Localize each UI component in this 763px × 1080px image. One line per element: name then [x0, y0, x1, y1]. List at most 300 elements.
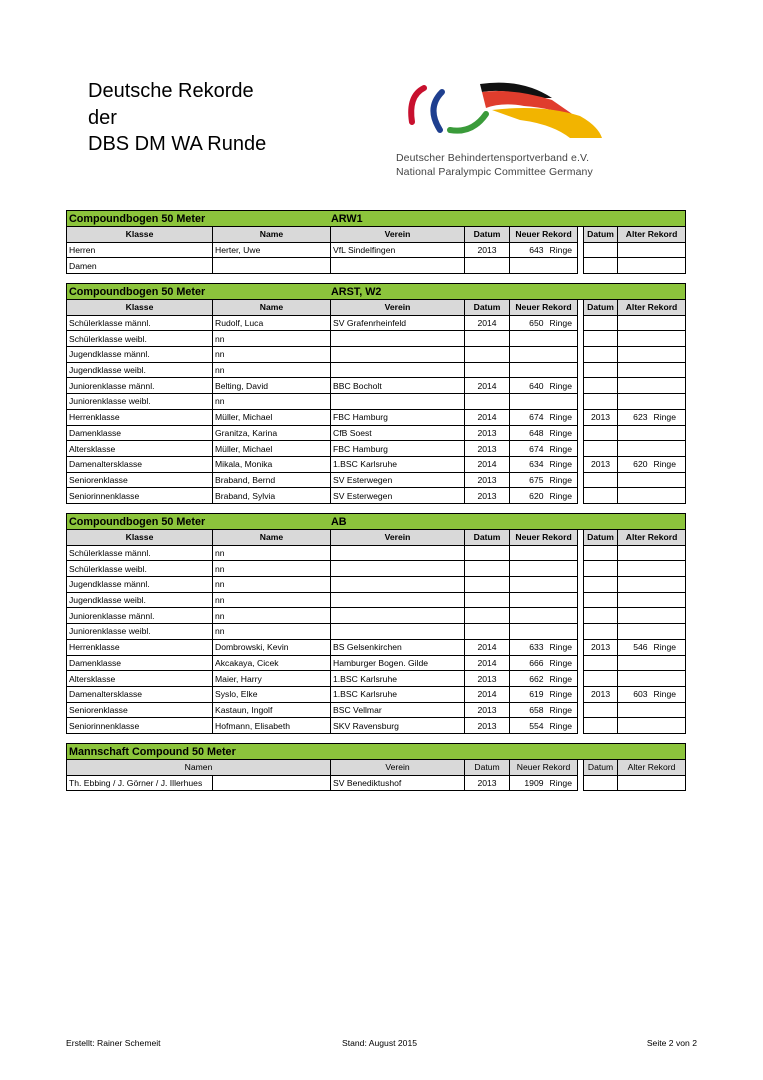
cell-datum: 2014 [465, 378, 510, 394]
cell-alt-datum: 2013 [584, 409, 618, 425]
cell-alter-rekord [618, 608, 652, 624]
cell-klasse: Schülerklasse männl. [67, 315, 213, 331]
cell-unit: Ringe [548, 425, 578, 441]
cell-datum: 2013 [465, 242, 510, 258]
cell-alt-datum [584, 488, 618, 504]
cell-unit [652, 655, 686, 671]
cell-alt-datum [584, 545, 618, 561]
cell-name: nn [213, 624, 331, 640]
cell-alter-rekord [618, 331, 652, 347]
cell-klasse: Seniorinnenklasse [67, 488, 213, 504]
cell-verein: SV Esterwegen [331, 472, 465, 488]
cell-klasse: Seniorenklasse [67, 472, 213, 488]
cell-unit [652, 315, 686, 331]
cell-verein: SV Benediktushof [331, 775, 465, 791]
cell-alter-rekord [618, 488, 652, 504]
cell-name: Rudolf, Luca [213, 315, 331, 331]
table-row [67, 488, 686, 504]
col-verein: Verein [331, 300, 465, 316]
team-records-table [66, 743, 686, 791]
paralympic-agitos-logo-icon [402, 78, 608, 144]
footer-author: Erstellt: Rainer Schemeit [66, 1038, 161, 1048]
cell-alter-rekord [618, 624, 652, 640]
col-neuer-rekord: Neuer Rekord [510, 300, 578, 316]
col-alt-datum: Datum [584, 227, 618, 243]
cell-verein [331, 258, 465, 274]
cell-datum [465, 347, 510, 363]
cell-unit [652, 488, 686, 504]
cell-klasse: Altersklasse [67, 441, 213, 457]
table-row [67, 456, 686, 472]
cell-alter-rekord: 623 [618, 409, 652, 425]
cell-datum: 2014 [465, 409, 510, 425]
cell-klasse: Seniorinnenklasse [67, 718, 213, 734]
col-datum: Datum [465, 227, 510, 243]
cell-alt-datum [584, 718, 618, 734]
col-alter-rekord: Alter Rekord [618, 760, 686, 776]
cell-datum [465, 561, 510, 577]
cell-alter-rekord [618, 545, 652, 561]
records-table [66, 513, 686, 734]
cell-datum [465, 362, 510, 378]
cell-neuer-rekord [510, 331, 548, 347]
cell-name: Kastaun, Ingolf [213, 702, 331, 718]
cell-unit [652, 362, 686, 378]
cell-alt-datum [584, 671, 618, 687]
cell-klasse: Damenaltersklasse [67, 456, 213, 472]
col-name: Name [213, 300, 331, 316]
cell-datum [465, 258, 510, 274]
cell-unit: Ringe [548, 671, 578, 687]
col-name: Name [213, 530, 331, 546]
cell-neuer-rekord: 620 [510, 488, 548, 504]
table-row [67, 472, 686, 488]
cell-unit [652, 394, 686, 410]
records-section-team [66, 743, 685, 791]
cell-verein [331, 608, 465, 624]
cell-klasse: Damenaltersklasse [67, 686, 213, 702]
section-header [67, 284, 686, 300]
cell-datum: 2013 [465, 488, 510, 504]
col-alt-datum: Datum [584, 760, 618, 776]
cell-datum [465, 331, 510, 347]
cell-alter-rekord [618, 472, 652, 488]
cell-unit: Ringe [548, 315, 578, 331]
footer-date: Stand: August 2015 [342, 1038, 418, 1048]
cell-name: Belting, David [213, 378, 331, 394]
column-header-row [67, 530, 686, 546]
cell-alter-rekord [618, 315, 652, 331]
cell-neuer-rekord: 662 [510, 671, 548, 687]
cell-alter-rekord [618, 378, 652, 394]
cell-unit: Ringe [548, 775, 578, 791]
cell-unit [548, 592, 578, 608]
column-header-row [67, 227, 686, 243]
cell-unit: Ringe [548, 488, 578, 504]
cell-neuer-rekord [510, 258, 548, 274]
cell-klasse: Damenklasse [67, 655, 213, 671]
cell-alt-datum [584, 242, 618, 258]
cell-klasse: Jugendklasse männl. [67, 577, 213, 593]
cell-unit [548, 545, 578, 561]
cell-neuer-rekord: 674 [510, 441, 548, 457]
cell-verein: VfL Sindelfingen [331, 242, 465, 258]
column-header-row [67, 760, 686, 776]
cell-unit: Ringe [652, 409, 686, 425]
cell-klasse: Juniorenklasse weibl. [67, 624, 213, 640]
cell-klasse: Jugendklasse männl. [67, 347, 213, 363]
col-verein: Verein [331, 227, 465, 243]
cell-unit: Ringe [652, 686, 686, 702]
cell-datum [465, 577, 510, 593]
cell-unit [548, 608, 578, 624]
cell-datum: 2013 [465, 441, 510, 457]
cell-neuer-rekord: 674 [510, 409, 548, 425]
cell-verein [331, 624, 465, 640]
cell-alt-datum [584, 592, 618, 608]
table-row [67, 331, 686, 347]
title-line-2: der [88, 106, 117, 129]
cell-unit [652, 702, 686, 718]
cell-alt-datum [584, 394, 618, 410]
cell-alter-rekord [618, 425, 652, 441]
table-row [67, 441, 686, 457]
cell-klasse: Jugendklasse weibl. [67, 592, 213, 608]
cell-verein: BBC Bocholt [331, 378, 465, 394]
cell-verein [331, 347, 465, 363]
cell-verein [331, 331, 465, 347]
table-row [67, 409, 686, 425]
cell-unit [548, 347, 578, 363]
cell-unit [652, 718, 686, 734]
cell-alter-rekord [618, 362, 652, 378]
cell-alt-datum: 2013 [584, 456, 618, 472]
cell-name: Akcakaya, Cicek [213, 655, 331, 671]
section-title: Compoundbogen 50 Meter [69, 212, 206, 225]
cell-unit [652, 425, 686, 441]
cell-alt-datum [584, 472, 618, 488]
cell-unit: Ringe [548, 472, 578, 488]
cell-name: Maier, Harry [213, 671, 331, 687]
cell-alter-rekord [618, 592, 652, 608]
col-alter-rekord: Alter Rekord [618, 530, 686, 546]
col-datum: Datum [465, 300, 510, 316]
cell-klasse: Schülerklasse weibl. [67, 331, 213, 347]
cell-neuer-rekord: 658 [510, 702, 548, 718]
col-alter-rekord: Alter Rekord [618, 300, 686, 316]
cell-datum: 2013 [465, 671, 510, 687]
dbs-logo [396, 78, 612, 180]
cell-name: Braband, Bernd [213, 472, 331, 488]
cell-verein [331, 362, 465, 378]
cell-unit: Ringe [548, 409, 578, 425]
cell-neuer-rekord [510, 394, 548, 410]
cell-verein: FBC Hamburg [331, 409, 465, 425]
cell-neuer-rekord: 640 [510, 378, 548, 394]
cell-alter-rekord [618, 671, 652, 687]
footer-page-number: Seite 2 von 2 [646, 1038, 697, 1048]
cell-name: nn [213, 592, 331, 608]
cell-datum [465, 592, 510, 608]
cell-verein: 1.BSC Karlsruhe [331, 686, 465, 702]
cell-unit: Ringe [548, 242, 578, 258]
cell-unit: Ringe [548, 718, 578, 734]
col-verein: Verein [331, 760, 465, 776]
cell-neuer-rekord [510, 608, 548, 624]
cell-alter-rekord [618, 577, 652, 593]
cell-klasse: Juniorenklasse männl. [67, 378, 213, 394]
cell-verein: SKV Ravensburg [331, 718, 465, 734]
cell-verein: Hamburger Bogen. Gilde [331, 655, 465, 671]
cell-unit [652, 378, 686, 394]
cell-neuer-rekord: 634 [510, 456, 548, 472]
cell-datum [465, 624, 510, 640]
cell-name: Herter, Uwe [213, 242, 331, 258]
cell-unit: Ringe [548, 456, 578, 472]
cell-verein [331, 394, 465, 410]
col-klasse: Klasse [67, 300, 213, 316]
cell-datum: 2013 [465, 702, 510, 718]
cell-unit [548, 577, 578, 593]
cell-neuer-rekord: 633 [510, 639, 548, 655]
table-row [67, 378, 686, 394]
cell-alter-rekord: 546 [618, 639, 652, 655]
cell-verein: 1.BSC Karlsruhe [331, 671, 465, 687]
cell-alter-rekord [618, 258, 652, 274]
cell-alt-datum [584, 775, 618, 791]
col-alter-rekord: Alter Rekord [618, 227, 686, 243]
cell-klasse: Juniorenklasse weibl. [67, 394, 213, 410]
section-title: Compoundbogen 50 Meter [69, 285, 206, 298]
cell-name: nn [213, 608, 331, 624]
cell-unit [652, 775, 686, 791]
records-table [66, 283, 686, 504]
cell-name: Mikala, Monika [213, 456, 331, 472]
cell-neuer-rekord: 554 [510, 718, 548, 734]
cell-unit [652, 472, 686, 488]
cell-verein: BSC Vellmar [331, 702, 465, 718]
cell-name: Müller, Michael [213, 441, 331, 457]
cell-verein [331, 545, 465, 561]
cell-klasse: Damenklasse [67, 425, 213, 441]
cell-alt-datum: 2013 [584, 639, 618, 655]
col-neuer-rekord: Neuer Rekord [510, 760, 578, 776]
org-name-german: Deutscher Behindertensportverband e.V. [396, 152, 590, 164]
table-row [67, 362, 686, 378]
cell-unit: Ringe [548, 639, 578, 655]
cell-alter-rekord [618, 394, 652, 410]
section-header [67, 514, 686, 530]
cell-neuer-rekord [510, 561, 548, 577]
cell-verein: SV Grafenrheinfeld [331, 315, 465, 331]
cell-name: nn [213, 394, 331, 410]
cell-unit [652, 258, 686, 274]
table-row [67, 347, 686, 363]
cell-unit: Ringe [548, 686, 578, 702]
cell-alt-datum: 2013 [584, 686, 618, 702]
table-row [67, 394, 686, 410]
cell-datum: 2014 [465, 686, 510, 702]
cell-datum: 2013 [465, 472, 510, 488]
cell-neuer-rekord [510, 624, 548, 640]
cell-alter-rekord [618, 347, 652, 363]
cell-neuer-rekord: 650 [510, 315, 548, 331]
cell-datum [465, 608, 510, 624]
records-table [66, 210, 686, 274]
table-row [67, 577, 686, 593]
cell-unit [548, 561, 578, 577]
cell-neuer-rekord: 619 [510, 686, 548, 702]
cell-datum: 2014 [465, 456, 510, 472]
col-alt-datum: Datum [584, 530, 618, 546]
cell-unit [652, 608, 686, 624]
cell-alter-rekord: 620 [618, 456, 652, 472]
cell-datum: 2013 [465, 775, 510, 791]
col-verein: Verein [331, 530, 465, 546]
cell-neuer-rekord [510, 577, 548, 593]
table-row [67, 545, 686, 561]
col-klasse: Klasse [67, 530, 213, 546]
cell-alter-rekord [618, 718, 652, 734]
table-row [67, 639, 686, 655]
cell-unit: Ringe [548, 441, 578, 457]
table-row [67, 425, 686, 441]
cell-alter-rekord [618, 655, 652, 671]
cell-verein: CfB Soest [331, 425, 465, 441]
cell-unit: Ringe [548, 702, 578, 718]
cell-unit [548, 624, 578, 640]
org-name-english: National Paralympic Committee Germany [396, 166, 593, 178]
cell-neuer-rekord: 643 [510, 242, 548, 258]
cell-datum [465, 394, 510, 410]
cell-unit [548, 331, 578, 347]
title-line-3: DBS DM WA Runde [88, 133, 267, 155]
cell-neuer-rekord [510, 362, 548, 378]
cell-unit [652, 577, 686, 593]
table-row [67, 592, 686, 608]
cell-klasse: Juniorenklasse männl. [67, 608, 213, 624]
table-row [67, 718, 686, 734]
section-title: Compoundbogen 50 Meter [69, 515, 206, 528]
cell-name: Braband, Sylvia [213, 488, 331, 504]
cell-klasse: Herrenklasse [67, 639, 213, 655]
cell-name: nn [213, 347, 331, 363]
cell-alt-datum [584, 315, 618, 331]
cell-alt-datum [584, 608, 618, 624]
records-section-ab [66, 513, 685, 734]
cell-unit [652, 441, 686, 457]
cell-name: Müller, Michael [213, 409, 331, 425]
cell-klasse: Jugendklasse weibl. [67, 362, 213, 378]
cell-klasse: Seniorenklasse [67, 702, 213, 718]
cell-verein [331, 577, 465, 593]
table-row [67, 258, 686, 274]
cell-name: Dombrowski, Kevin [213, 639, 331, 655]
cell-name: nn [213, 331, 331, 347]
records-section-arst-w2 [66, 283, 685, 504]
section-title: Mannschaft Compound 50 Meter [69, 745, 236, 758]
cell-alt-datum [584, 425, 618, 441]
cell-klasse: Herren [67, 242, 213, 258]
records-section-arw1 [66, 210, 685, 274]
cell-name: nn [213, 577, 331, 593]
cell-verein [331, 561, 465, 577]
cell-unit: Ringe [652, 639, 686, 655]
cell-name: nn [213, 561, 331, 577]
table-row [67, 775, 686, 791]
section-header [67, 211, 686, 227]
cell-verein: FBC Hamburg [331, 441, 465, 457]
cell-unit [652, 561, 686, 577]
cell-alt-datum [584, 258, 618, 274]
cell-unit [652, 624, 686, 640]
cell-alt-datum [584, 702, 618, 718]
cell-alt-datum [584, 362, 618, 378]
cell-alt-datum [584, 347, 618, 363]
col-datum: Datum [465, 530, 510, 546]
cell-alt-datum [584, 655, 618, 671]
cell-unit [652, 242, 686, 258]
cell-unit [652, 347, 686, 363]
cell-neuer-rekord: 666 [510, 655, 548, 671]
cell-unit: Ringe [548, 655, 578, 671]
table-row [67, 624, 686, 640]
cell-klasse: Schülerklasse männl. [67, 545, 213, 561]
cell-alt-datum [584, 624, 618, 640]
cell-alter-rekord [618, 702, 652, 718]
col-datum: Datum [465, 760, 510, 776]
table-row [67, 608, 686, 624]
table-row [67, 242, 686, 258]
cell-datum: 2014 [465, 639, 510, 655]
cell-name: Syslo, Elke [213, 686, 331, 702]
cell-unit [548, 394, 578, 410]
cell-neuer-rekord: 648 [510, 425, 548, 441]
cell-name: nn [213, 545, 331, 561]
document-title [88, 78, 266, 158]
cell-verein: BS Gelsenkirchen [331, 639, 465, 655]
cell-unit [652, 592, 686, 608]
cell-name: nn [213, 362, 331, 378]
col-alt-datum: Datum [584, 300, 618, 316]
cell-name: Hofmann, Elisabeth [213, 718, 331, 734]
cell-unit [548, 362, 578, 378]
cell-alter-rekord: 603 [618, 686, 652, 702]
cell-klasse: Damen [67, 258, 213, 274]
cell-neuer-rekord [510, 347, 548, 363]
cell-neuer-rekord: 1909 [510, 775, 548, 791]
section-class: ARST, W2 [331, 285, 382, 298]
cell-alt-datum [584, 441, 618, 457]
cell-name [213, 258, 331, 274]
cell-alter-rekord [618, 775, 652, 791]
cell-unit [652, 331, 686, 347]
cell-alt-datum [584, 577, 618, 593]
table-row [67, 315, 686, 331]
col-klasse: Klasse [67, 227, 213, 243]
cell-klasse: Schülerklasse weibl. [67, 561, 213, 577]
title-line-1: Deutsche Rekorde [88, 80, 254, 102]
cell-datum: 2013 [465, 425, 510, 441]
section-header [67, 744, 686, 760]
section-class: AB [331, 515, 347, 528]
table-row [67, 686, 686, 702]
cell-unit: Ringe [548, 378, 578, 394]
cell-unit [652, 671, 686, 687]
col-neuer-rekord: Neuer Rekord [510, 530, 578, 546]
cell-datum: 2014 [465, 655, 510, 671]
cell-alt-datum [584, 561, 618, 577]
